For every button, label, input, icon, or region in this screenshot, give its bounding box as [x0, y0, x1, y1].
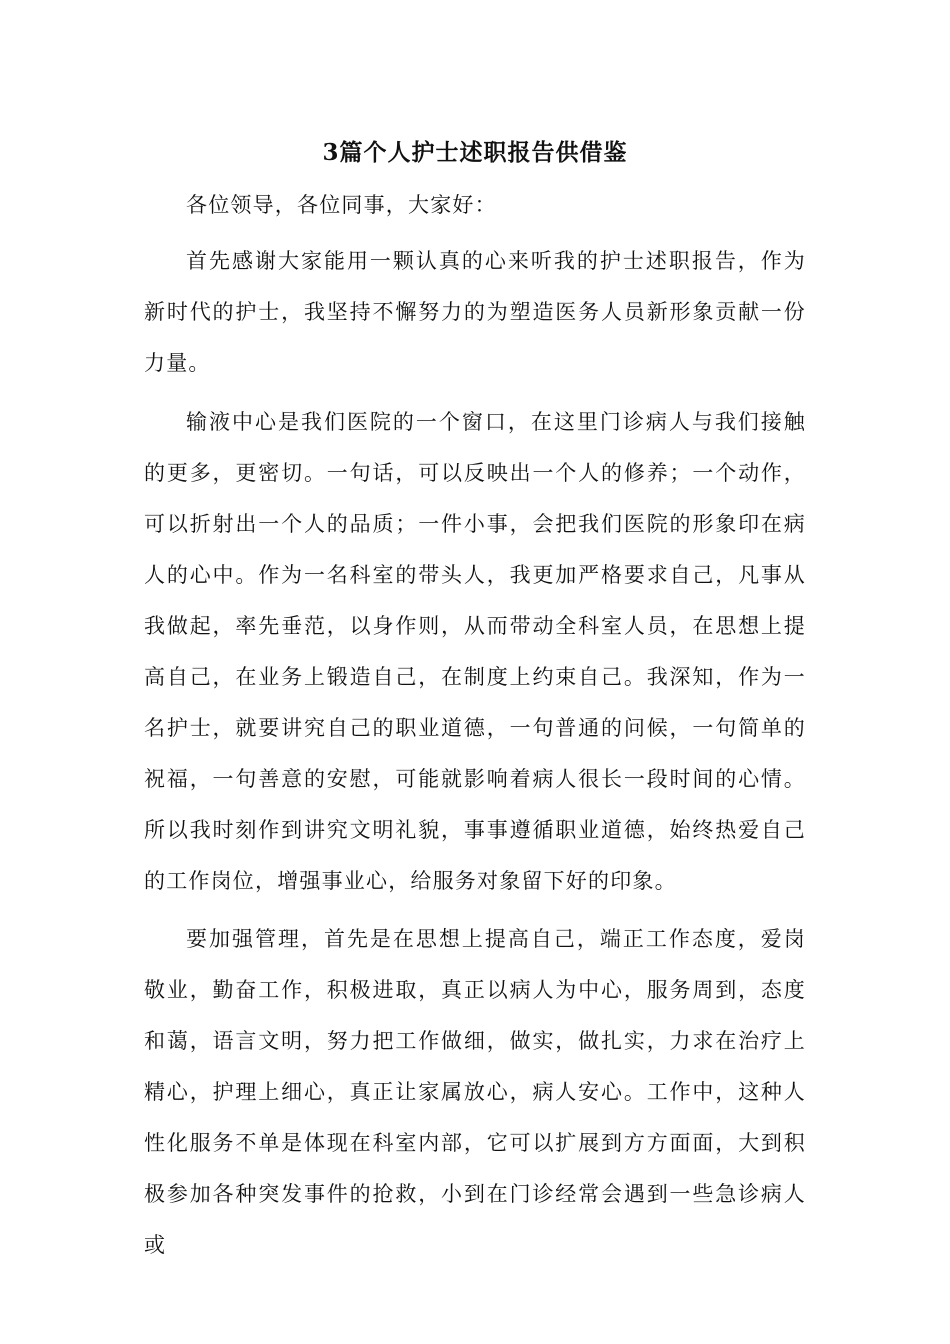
body-paragraph-1: 首先感谢大家能用一颗认真的心来听我的护士述职报告，作为新时代的护士，我坚持不懈努力的为塑造医务人员新形象贡献一份力量。: [144, 249, 806, 375]
body-paragraph-2: 输液中心是我们医院的一个窗口，在这里门诊病人与我们接触的更多，更密切。一句话，可以反映出一个人的修养；一个动作，可以折射出一个人的品质；一件小事，会把我们医院的形象印在病人的心中。作为一名科室的带头人，我更加严格要求自己，凡事从我做起，率先垂范，以身作则，从而带动全科室人员，在思想上提高自己，在业务上锻造自己，在制度上约束自己。我深知，作为一名护士，就要讲究自己的职业道德，一句普通的问候，一句简单的祝福，一句善意的安慰，可能就影响着病人很长一段时间的心情。所以我时刻作到讲究文明礼貌，事事遵循职业道德，始终热爱自己的工作岗位，增强事业心，给服务对象留下好的印象。: [144, 410, 806, 893]
body-paragraph-3: 要加强管理，首先是在思想上提高自己，端正工作态度，爱岗敬业，勤奋工作，积极进取，真正以病人为中心，服务周到，态度和蔼，语言文明，努力把工作做细，做实，做扎实，力求在治疗上精心，护理上细心，真正让家属放心，病人安心。工作中，这种人性化服务不单是体现在科室内部，它可以扩展到方方面面，大到积极参加各种突发事件的抢救，小到在门诊经常会遇到一些急诊病人或: [144, 927, 806, 1257]
document-title: 3篇个人护士述职报告供借鉴: [322, 139, 628, 166]
greeting-paragraph: 各位领导，各位同事，大家好：: [186, 193, 497, 217]
document-body: [144, 180, 806, 1271]
